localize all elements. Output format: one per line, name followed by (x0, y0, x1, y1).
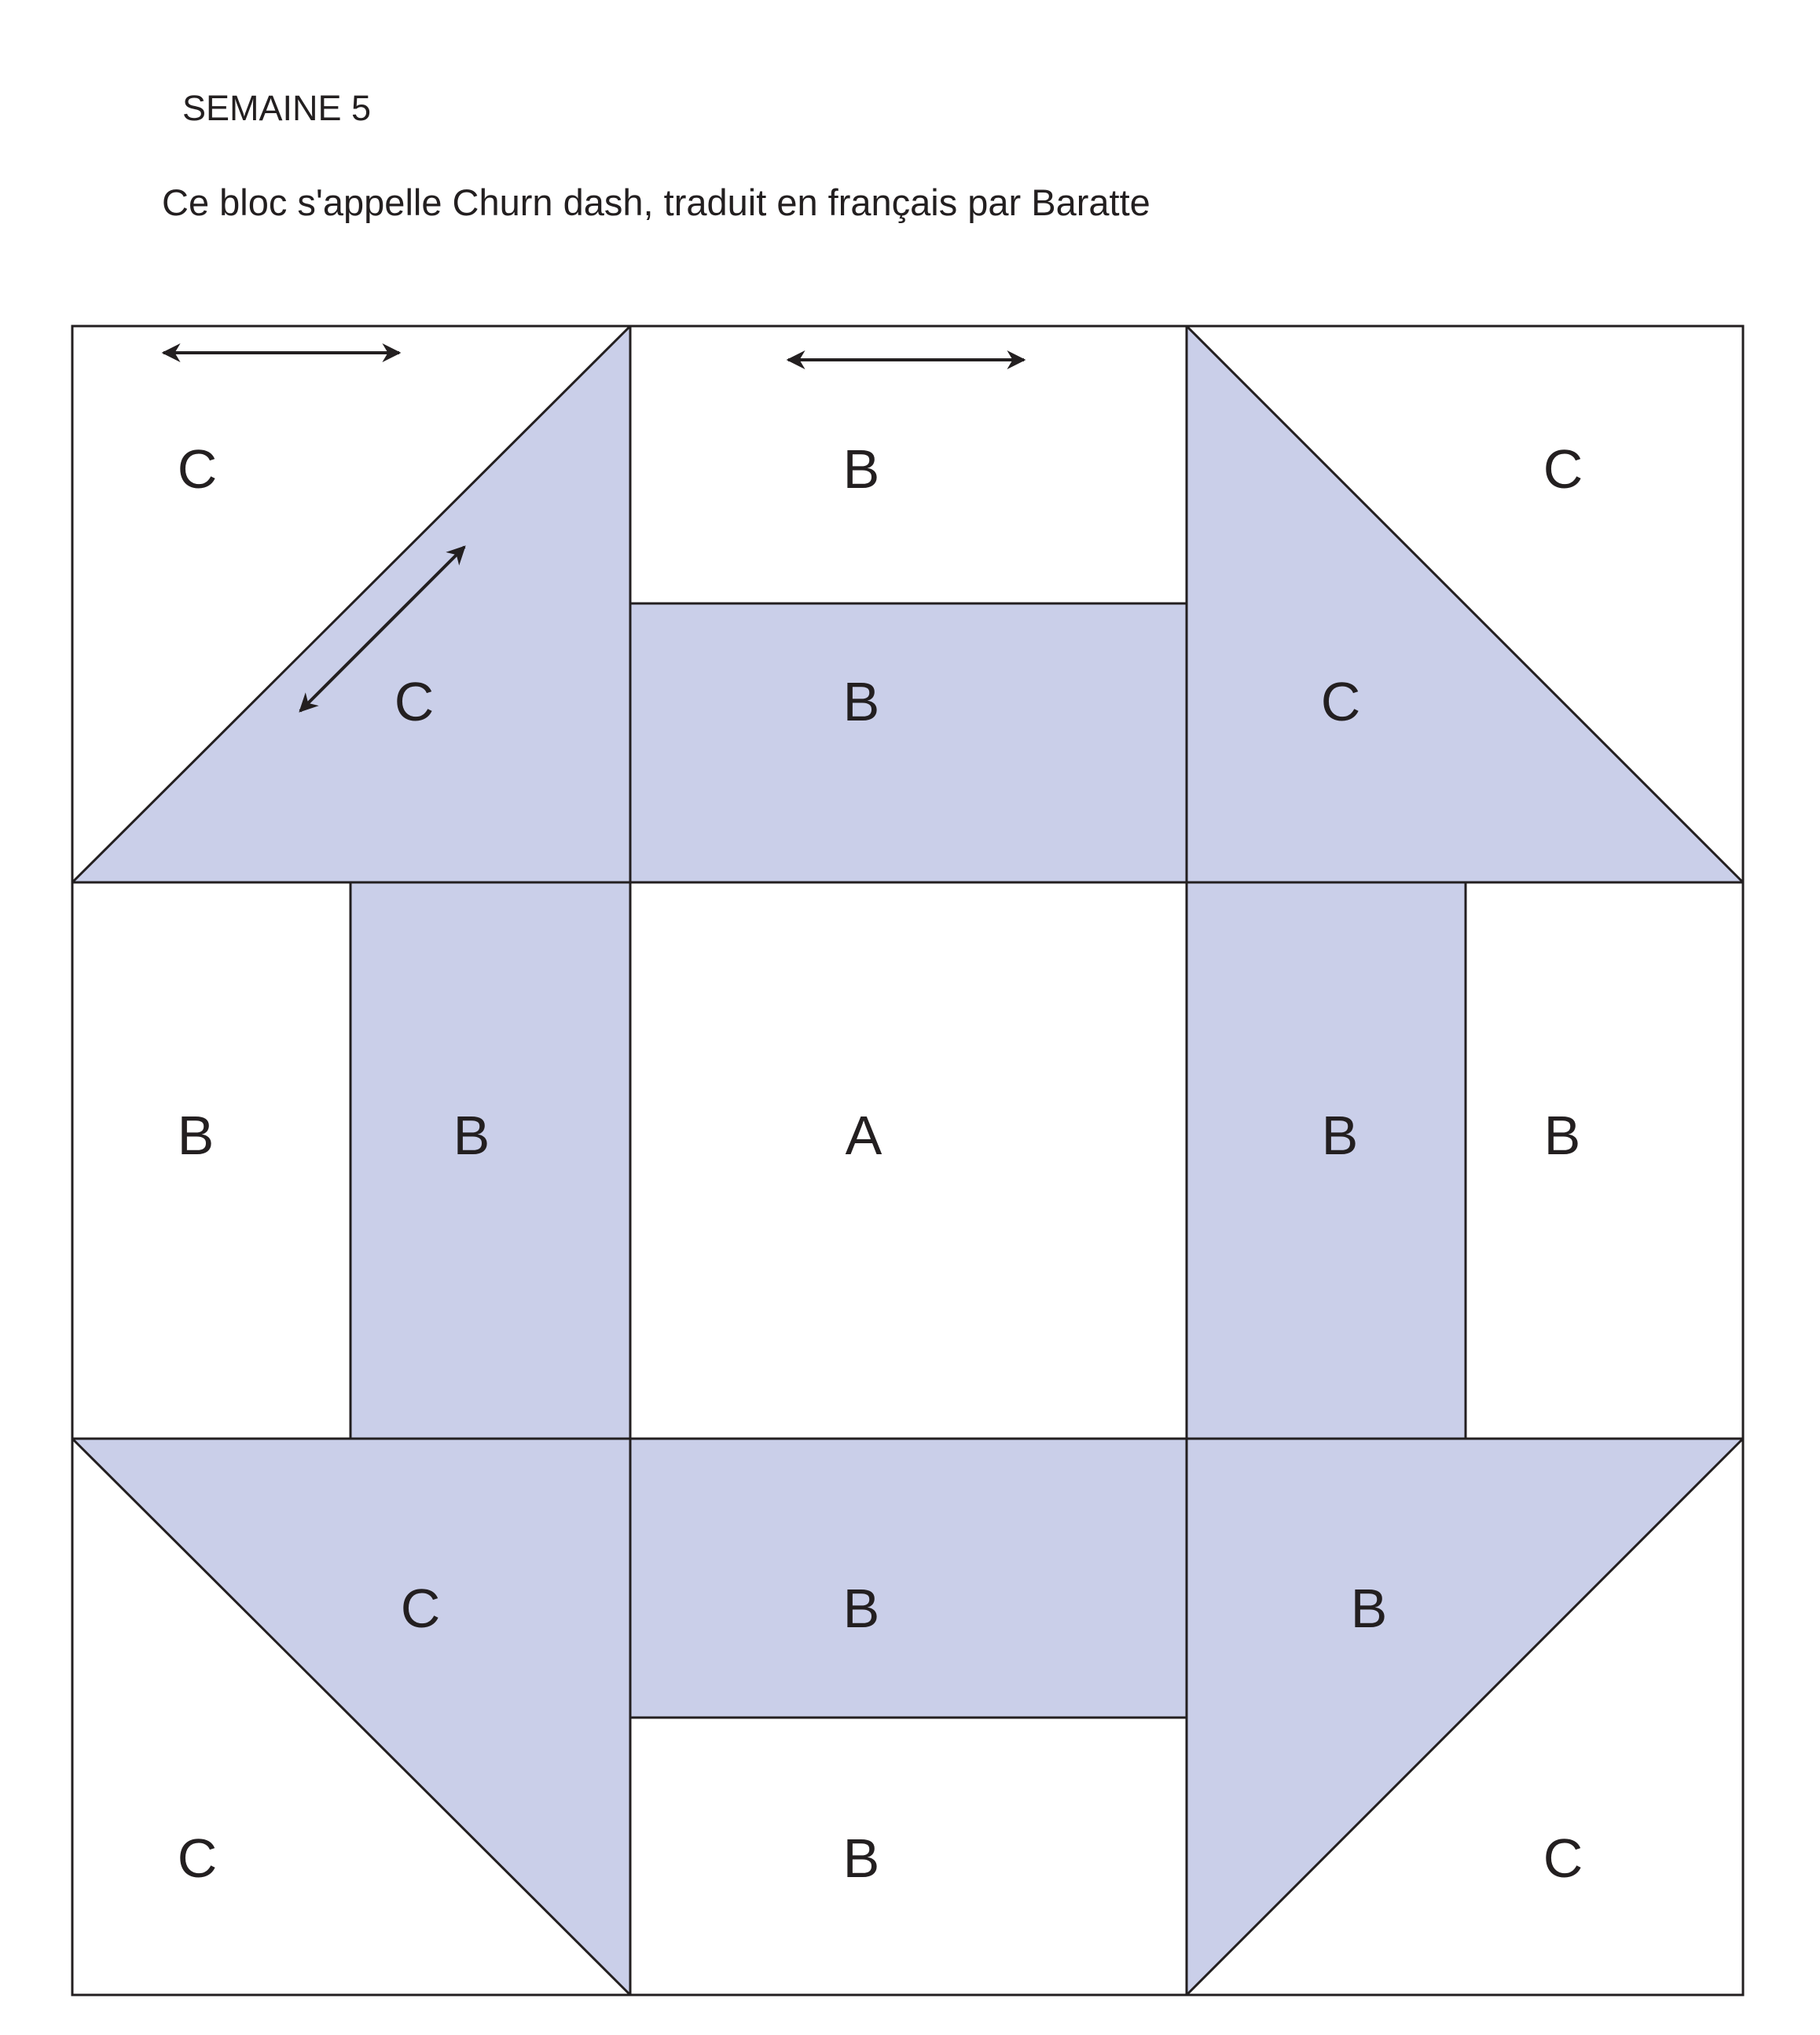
piece-label: B (842, 671, 880, 732)
piece-label: C (177, 1828, 218, 1889)
top-middle-bar (630, 603, 1187, 882)
page-title: SEMAINE 5 (182, 88, 372, 128)
piece-label: C (1543, 438, 1583, 500)
bottom-middle-bar (630, 1439, 1187, 1718)
piece-label: C (1320, 671, 1361, 732)
block-border (72, 326, 1743, 1995)
piece-label: B (842, 438, 880, 500)
block-caption: Ce bloc s'appelle Churn dash, traduit en français par Baratte (162, 182, 1150, 223)
piece-label: B (1321, 1105, 1359, 1166)
left-bar (350, 882, 630, 1439)
piece-label: C (394, 671, 435, 732)
piece-label: C (177, 438, 218, 500)
piece-label: B (453, 1105, 490, 1166)
piece-label: B (842, 1578, 880, 1639)
piece-label: B (177, 1105, 215, 1166)
piece-label: C (1543, 1828, 1583, 1889)
piece-label: B (1543, 1105, 1581, 1166)
piece-label: B (1350, 1578, 1388, 1639)
piece-label: C (400, 1578, 441, 1639)
piece-label: A (845, 1105, 882, 1166)
piece-label: B (842, 1828, 880, 1889)
